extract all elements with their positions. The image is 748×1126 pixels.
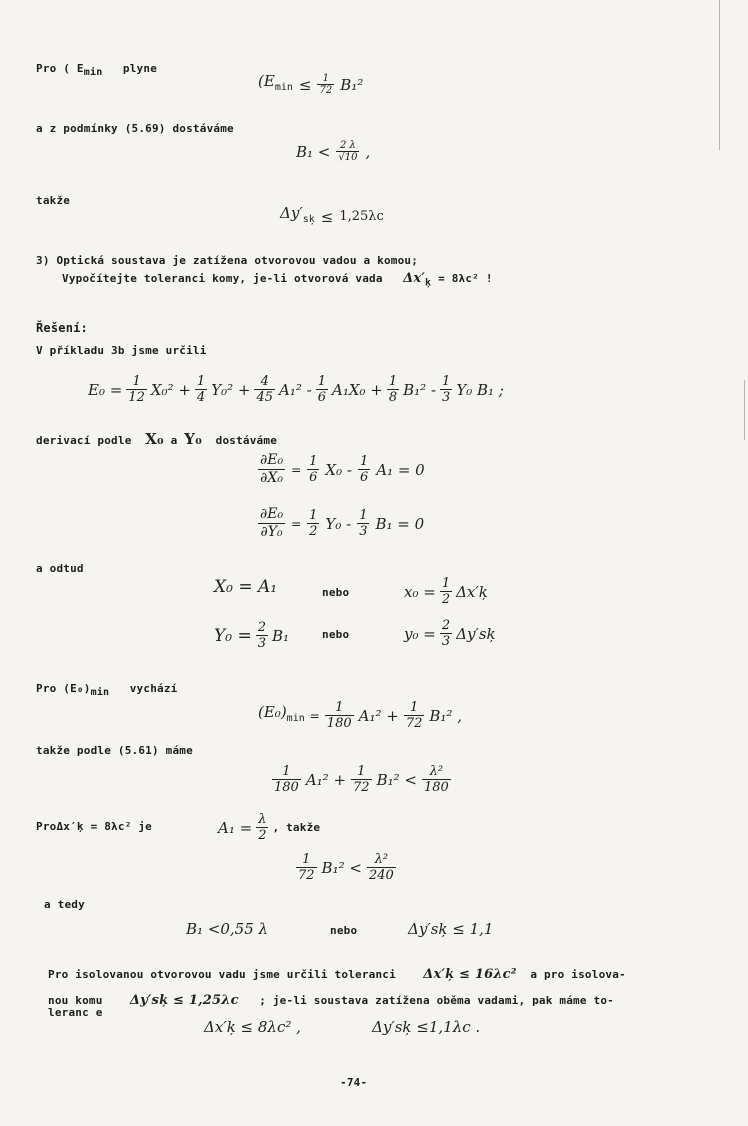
line-pro-emin: Pro ( Emin plyne bbox=[36, 62, 158, 79]
equation-y0: Y₀ = $\frac{2}{3}$ B₁ bbox=[214, 620, 290, 651]
line-odtud: a odtud bbox=[36, 562, 84, 575]
label-nebo-3: nebo bbox=[330, 924, 358, 937]
line-podle: takže podle (5.61) máme bbox=[36, 744, 193, 757]
equation-e0-expansion: E₀ = $\frac{1}{12}$ X₀² + $\frac{1}{4}$ Y₀² + $\frac{4}{45}$ A₁² - $\frac{1}{6}$ A₁X₀ + $\frac{1}{8}$ B₁² - $\frac{1}{3}$ Y₀ B₁ ; bbox=[88, 374, 504, 405]
equation-coma-tolerance: $\Delta y'_{sķ}$ ≤ 1,25λc bbox=[280, 204, 384, 226]
scan-mark bbox=[719, 0, 720, 150]
closing-line-2: nou komu Δy′sķ ≤ 1,25λc ; je-li soustava zatížena oběma vadami, pak máme to- bbox=[48, 993, 614, 1008]
result-dy: Δy′sķ ≤ 1,1 bbox=[408, 920, 494, 938]
problem-3-line-1: 3) Optická soustava je zatížena otvorovou vadou a komou; bbox=[36, 254, 419, 267]
line-takze: takže bbox=[36, 194, 71, 207]
equation-b1-squared: $\frac{1}{72}$ B₁² < $\frac{\text{λ²}}{240}$ bbox=[298, 852, 394, 883]
equation-tolerance-inequality: $\frac{1}{180}$ A₁² + $\frac{1}{72}$ B₁² < $\frac{\text{λ²}}{180}$ bbox=[274, 764, 449, 795]
line-tedy: a tedy bbox=[44, 898, 85, 911]
final-dx: Δx′ķ ≤ 8λc² , bbox=[204, 1018, 301, 1036]
closing-line-3: leranc e bbox=[48, 1006, 103, 1019]
equation-b1-bound: B₁ < $\frac{2 \lambda}{√10}$ , bbox=[296, 140, 371, 163]
equation-y0-small: y₀ = $\frac{2}{3}$ Δy′sķ bbox=[404, 618, 496, 649]
line-pro-dx: ProΔx′ķ = 8λc² je bbox=[36, 820, 152, 833]
page-number: -74- bbox=[340, 1076, 368, 1089]
equation-partial-x0: $\frac{\text{∂E₀}}{\text{∂X₀}}$ = $\frac{1}{6}$ X₀ - $\frac{1}{6}$ A₁ = 0 bbox=[260, 452, 425, 486]
line-derivace: derivací podle X₀ a Y₀ dostáváme bbox=[36, 430, 278, 448]
closing-line-1: Pro isolovanou otvorovou vadu jsme určili toleranci Δx′ķ ≤ 16λc² a pro isolova- bbox=[48, 967, 626, 982]
problem-3-line-2: Vypočítejte toleranci komy, je-li otvorová vada $\Delta x'_ķ = 8\lambda c^2$ ! bbox=[62, 271, 493, 289]
equation-x0: X₀ = A₁ bbox=[214, 577, 278, 597]
scan-mark bbox=[744, 380, 745, 440]
final-dy: Δy′sķ ≤1,1λc . bbox=[372, 1018, 481, 1036]
equation-x0-small: x₀ = $\frac{1}{2}$ Δx′ķ bbox=[404, 576, 488, 607]
line-condition-intro: a z podmínky (5.69) dostáváme bbox=[36, 122, 234, 135]
heading-reseni: Řešení: bbox=[36, 321, 88, 335]
label-nebo-2: nebo bbox=[322, 628, 350, 641]
equation-partial-y0: $\frac{\text{∂E₀}}{\text{∂Y₀}}$ = $\frac{1}{2}$ Y₀ - $\frac{1}{3}$ B₁ = 0 bbox=[260, 506, 425, 540]
label-nebo-1: nebo bbox=[322, 586, 350, 599]
result-b1: B₁ <0,55 λ bbox=[186, 920, 269, 938]
equation-emin-bound: ($E_{min}$ ≤ $\frac{1}{72}$ B₁² bbox=[258, 72, 364, 96]
line-priklad: V příkladu 3b jsme určili bbox=[36, 344, 207, 357]
equation-emin-value: $(E_0)_{min}$ = $\frac{1}{180}$ A₁² + $\frac{1}{72}$ B₁² , bbox=[258, 700, 462, 731]
line-vychazi: Pro (E₀)min vychází bbox=[36, 682, 178, 699]
equation-a1: A₁ = $\frac{\lambda}{2}$ , takže bbox=[218, 812, 321, 843]
